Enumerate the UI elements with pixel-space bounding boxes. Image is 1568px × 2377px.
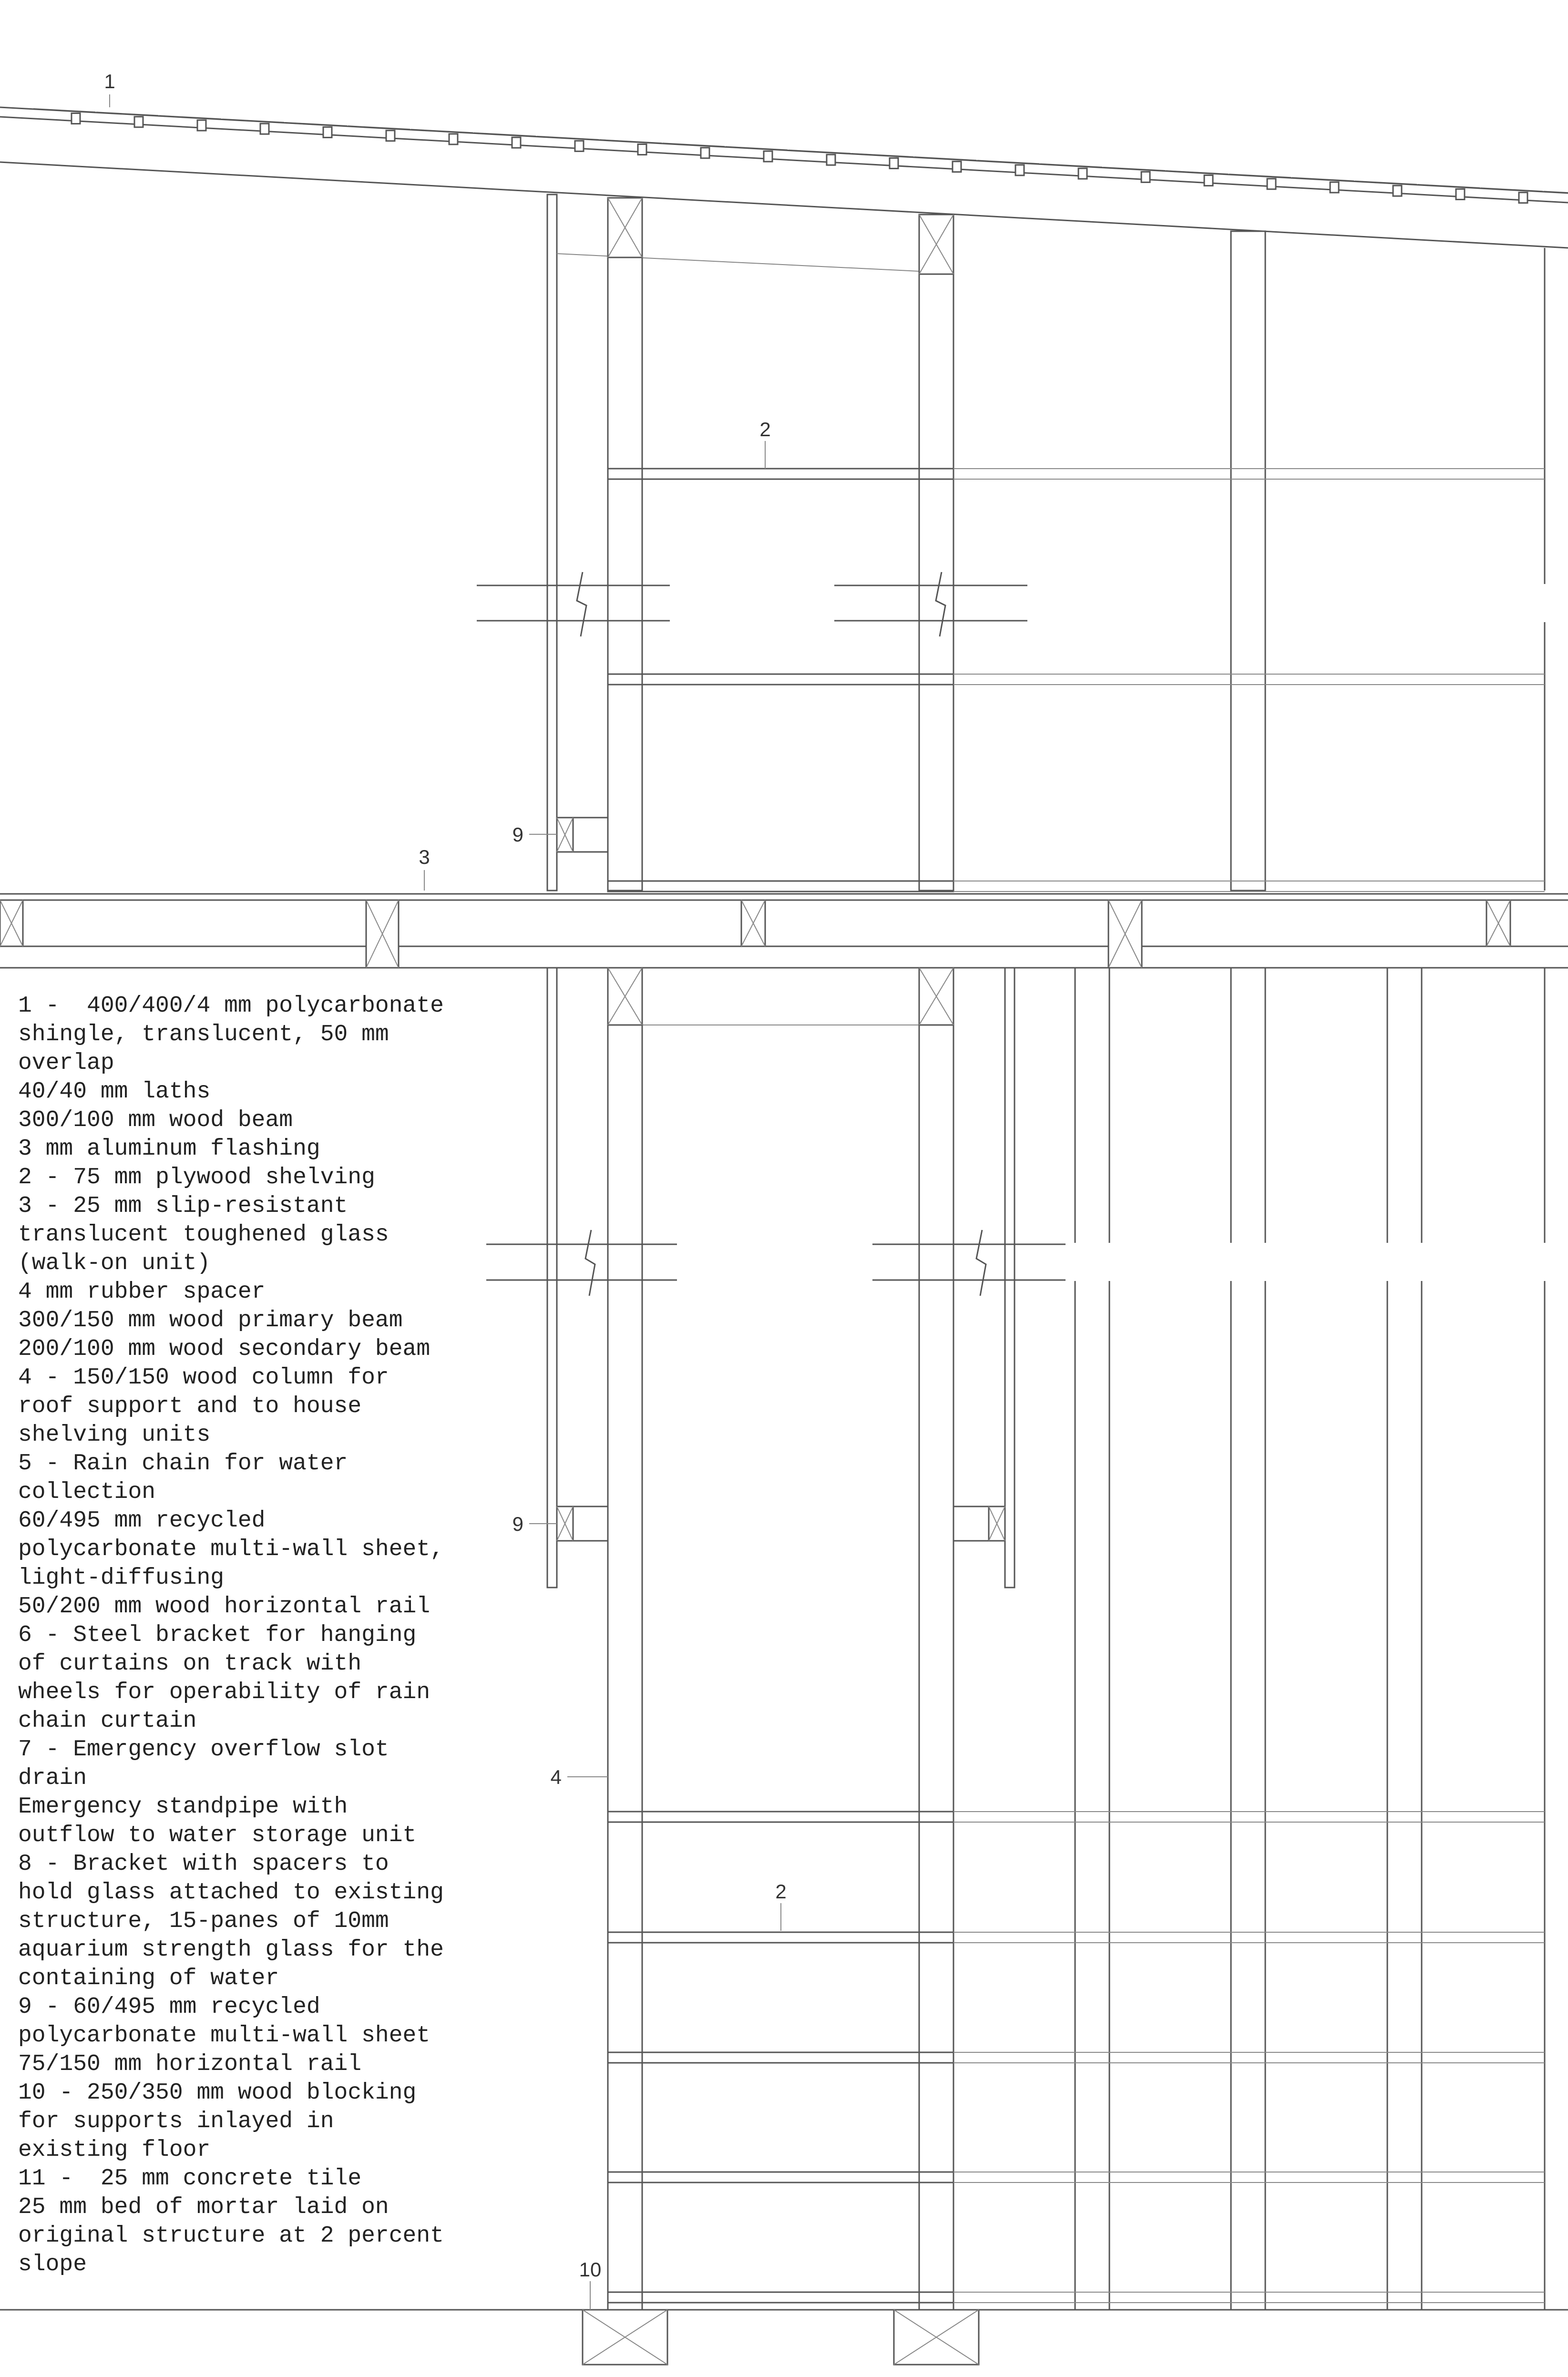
legend-line: 60/495 mm recycled (18, 1508, 266, 1534)
shingle (474, 133, 536, 136)
callout-4: 4 (550, 1766, 562, 1788)
shingle (159, 116, 221, 119)
legend-line: 9 - 60/495 mm recycled (18, 1994, 320, 2020)
legend-line: 300/100 mm wood beam (18, 1107, 293, 1133)
lath (72, 113, 80, 124)
legend-line: 1 - 400/400/4 mm polycarbonate (18, 993, 444, 1019)
legend-line: 6 - Steel bracket for hanging (18, 1622, 417, 1648)
shingle (285, 123, 347, 126)
shingle (96, 113, 158, 116)
legend-line: 50/200 mm wood horizontal rail (18, 1594, 430, 1619)
legend-line: outflow to water storage unit (18, 1823, 417, 1848)
lower-brackets (557, 1506, 1005, 1541)
shingle (1166, 171, 1228, 174)
lath (1267, 179, 1276, 189)
lath (512, 137, 521, 148)
lath (638, 144, 646, 155)
lath (260, 123, 269, 134)
lath (1330, 182, 1339, 193)
legend-line: 40/40 mm laths (18, 1079, 211, 1105)
shingle (977, 161, 1039, 164)
legend-line: collection (18, 1479, 156, 1505)
lath (764, 151, 772, 162)
upper-columns (547, 195, 1545, 891)
shingle (222, 119, 284, 123)
legend-line: shingle, translucent, 50 mm (18, 1022, 389, 1047)
legend-line: translucent toughened glass (18, 1222, 389, 1248)
legend-line: original structure at 2 percent (18, 2223, 444, 2249)
legend-line: 300/150 mm wood primary beam (18, 1308, 403, 1333)
callout-1: 1 (104, 70, 115, 92)
callout-9-lower: 9 (512, 1513, 523, 1535)
callout-10: 10 (579, 2258, 602, 2281)
shingle (33, 109, 95, 113)
legend-line: 7 - Emergency overflow slot (18, 1737, 389, 1762)
lower-break-lines (486, 1230, 1568, 1296)
shingle (789, 150, 851, 154)
shingle (914, 157, 976, 161)
roof-laths (33, 109, 1568, 206)
shingle (1040, 164, 1102, 167)
lath (890, 158, 898, 168)
legend-line: 3 mm aluminum flashing (18, 1136, 320, 1162)
upper-bracket (557, 818, 608, 852)
legend-line: 5 - Rain chain for water (18, 1451, 348, 1476)
shingle (1544, 192, 1568, 195)
lath (386, 131, 395, 141)
legend-line: 2 - 75 mm plywood shelving (18, 1165, 375, 1190)
floor-assembly (0, 894, 1568, 968)
lath (197, 120, 206, 131)
lath (1141, 172, 1150, 182)
legend-line: 10 - 250/350 mm wood blocking (18, 2080, 417, 2106)
shingle (1481, 188, 1543, 192)
legend-line: 25 mm bed of mortar laid on (18, 2194, 389, 2220)
legend-line: roof support and to house (18, 1393, 362, 1419)
roof-assembly (0, 107, 1568, 248)
lath (323, 127, 332, 137)
legend-line: for supports inlayed in (18, 2109, 334, 2134)
shingle (663, 143, 725, 147)
legend-line: aquarium strength glass for the (18, 1937, 444, 1963)
shingle (851, 154, 913, 157)
upper-break-lines (477, 572, 1568, 636)
shingle (600, 140, 662, 143)
lower-columns (547, 968, 1545, 2310)
shelf (608, 1812, 953, 1822)
lath (1456, 189, 1465, 199)
material-legend (18, 992, 476, 2279)
legend-line: chain curtain (18, 1708, 197, 1734)
lath (449, 134, 458, 144)
shelf (608, 2172, 953, 2182)
legend-line: 3 - 25 mm slip-resistant (18, 1193, 348, 1219)
legend-line: hold glass attached to existing (18, 1880, 444, 1906)
shingle (537, 136, 599, 140)
legend-line: shelving units (18, 1422, 211, 1448)
legend-line: 200/100 mm wood secondary beam (18, 1336, 430, 1362)
shelf (608, 2052, 953, 2063)
shelf (608, 1932, 953, 1943)
legend-line: wheels for operability of rain (18, 1680, 430, 1705)
shingle (1355, 181, 1417, 184)
shingle (348, 126, 410, 130)
legend-line: slope (18, 2252, 87, 2277)
lath (701, 148, 709, 158)
callout-3: 3 (419, 846, 430, 868)
legend-line: 75/150 mm horizontal rail (18, 2051, 362, 2077)
legend-line: 11 - 25 mm concrete tile (18, 2166, 362, 2192)
shingle (726, 147, 788, 150)
legend-line: existing floor (18, 2137, 211, 2163)
legend-line: drain (18, 1765, 87, 1791)
lath (1015, 165, 1024, 175)
shingle (1418, 184, 1480, 188)
shelf (608, 2292, 953, 2303)
shingle (1103, 167, 1165, 171)
lath (1204, 175, 1213, 186)
lath (134, 117, 143, 127)
lath (1519, 193, 1527, 203)
lath (827, 154, 835, 165)
lath (953, 162, 961, 172)
legend-line: containing of water (18, 1966, 279, 1991)
legend-line: 4 - 150/150 wood column for (18, 1365, 389, 1391)
upper-shelving (608, 469, 1545, 891)
callout-2-upper: 2 (759, 418, 771, 441)
legend-line: overlap (18, 1050, 114, 1076)
lath (575, 141, 584, 151)
legend-line: polycarbonate multi-wall sheet (18, 2023, 430, 2049)
legend-line: (walk-on unit) (18, 1250, 211, 1276)
lower-shelving (608, 1812, 1545, 2303)
lath (1393, 185, 1402, 196)
legend-line: Emergency standpipe with (18, 1794, 348, 1820)
legend-line: light-diffusing (18, 1565, 225, 1591)
legend-line: 8 - Bracket with spacers to (18, 1851, 389, 1877)
lath (1078, 168, 1087, 179)
callout-2-lower: 2 (775, 1880, 787, 1903)
shingle (1292, 178, 1354, 181)
legend-line: of curtains on track with (18, 1651, 362, 1677)
shingle (411, 130, 473, 133)
legend-line: 4 mm rubber spacer (18, 1279, 266, 1305)
legend-line: polycarbonate multi-wall sheet, (18, 1537, 444, 1562)
ground-line (0, 2310, 1568, 2365)
callout-9-upper: 9 (512, 823, 523, 846)
legend-line: structure, 15-panes of 10mm (18, 1908, 389, 1934)
shingle (1229, 174, 1291, 178)
